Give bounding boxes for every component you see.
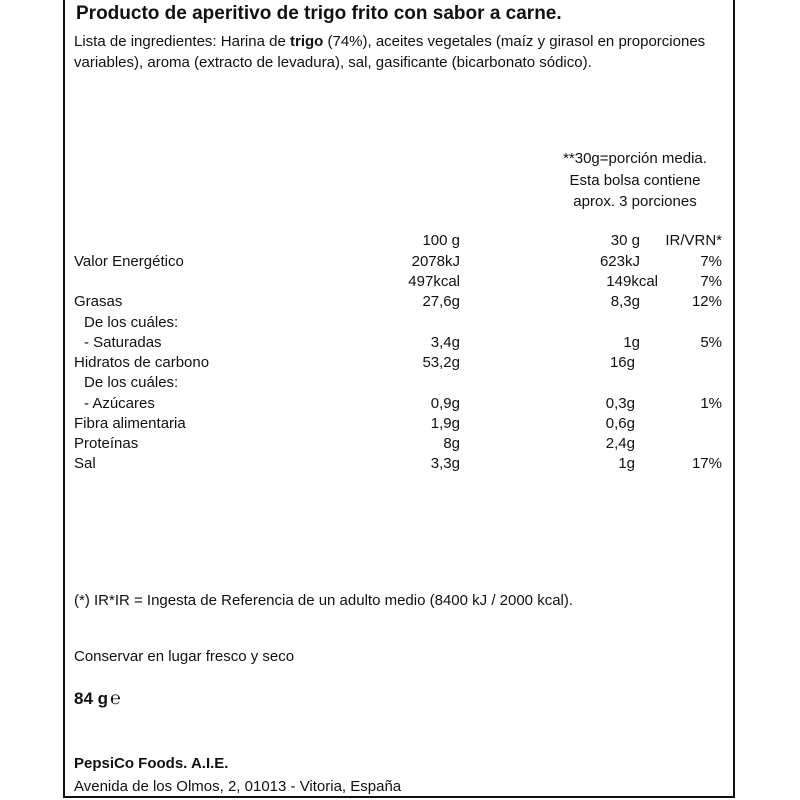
net-weight: [74, 688, 121, 709]
row-label: Fibra alimentaria: [74, 415, 186, 432]
row-value-100g: 3,4g: [430, 334, 460, 351]
row-label: Hidratos de carbono: [74, 354, 210, 371]
row-label: - Saturadas: [84, 334, 162, 351]
net-weight-value: 84 g: [74, 689, 109, 708]
row-label: Proteínas: [74, 435, 139, 452]
row-value-ir: 12%: [691, 293, 722, 310]
reference-footnote: (*) IR*IR = Ingesta de Referencia de un adulto medio (8400 kJ / 2000 kcal).: [74, 592, 574, 609]
header-per100: 100 g: [422, 232, 460, 249]
row-value-ir: 17%: [691, 455, 722, 472]
company-address: Avenida de los Olmos, 2, 01013 - Vitoria, España: [74, 778, 402, 795]
row-value-30g: 1g: [618, 455, 635, 472]
header-per30: 30 g: [610, 232, 640, 249]
row-label: De los cuáles:: [84, 314, 179, 331]
row-value-30g: 0,3g: [605, 395, 635, 412]
row-value-30g: 0,6g: [605, 415, 635, 432]
header-ir: IR/VRN*: [665, 232, 722, 249]
row-value-30g: 149kcal: [606, 273, 658, 290]
row-value-100g: 0,9g: [430, 395, 460, 412]
estimated-sign-icon: ℮: [110, 688, 121, 708]
row-value-100g: 2078kJ: [411, 253, 460, 270]
row-value-100g: 27,6g: [422, 293, 460, 310]
row-label: - Azúcares: [84, 395, 155, 412]
row-value-100g: 53,2g: [422, 354, 460, 371]
ingredients-allergen: trigo: [289, 33, 324, 50]
company-name: PepsiCo Foods. A.I.E.: [74, 755, 229, 772]
ingredients-prefix: Lista de ingredientes: Harina de: [74, 33, 290, 50]
row-value-100g: 1,9g: [430, 415, 460, 432]
row-label: Sal: [74, 455, 96, 472]
product-title: Producto de aperitivo de trigo frito con sabor a carne.: [76, 3, 562, 24]
row-label: Valor Energético: [74, 253, 184, 270]
ingredients-text: [74, 31, 724, 73]
storage-instructions: Conservar en lugar fresco y seco: [74, 648, 295, 665]
row-value-30g: 623kJ: [599, 253, 640, 270]
row-value-100g: 3,3g: [430, 455, 460, 472]
ingredients-suffix: (74%), aceites vegetales (maíz y girasol en proporciones variables), aroma (extracto de levadura), sal, gasificante (bicarbonato sódico).: [74, 33, 706, 71]
row-value-100g: 497kcal: [408, 273, 460, 290]
row-value-100g: 8g: [443, 435, 460, 452]
row-label: De los cuáles:: [84, 374, 179, 391]
row-value-30g: 16g: [609, 354, 635, 371]
row-value-ir: 7%: [700, 273, 722, 290]
row-value-30g: 2,4g: [605, 435, 635, 452]
portion-note-line2: Esta bolsa contiene: [569, 172, 701, 189]
portion-note-line1: **30g=porción media.: [563, 150, 707, 167]
row-value-ir: 1%: [700, 395, 722, 412]
row-value-30g: 8,3g: [610, 293, 640, 310]
portion-note-line3: aprox. 3 porciones: [573, 193, 697, 210]
row-value-ir: 7%: [700, 253, 722, 270]
row-label: Grasas: [74, 293, 123, 310]
row-value-30g: 1g: [623, 334, 640, 351]
row-value-ir: 5%: [700, 334, 722, 351]
